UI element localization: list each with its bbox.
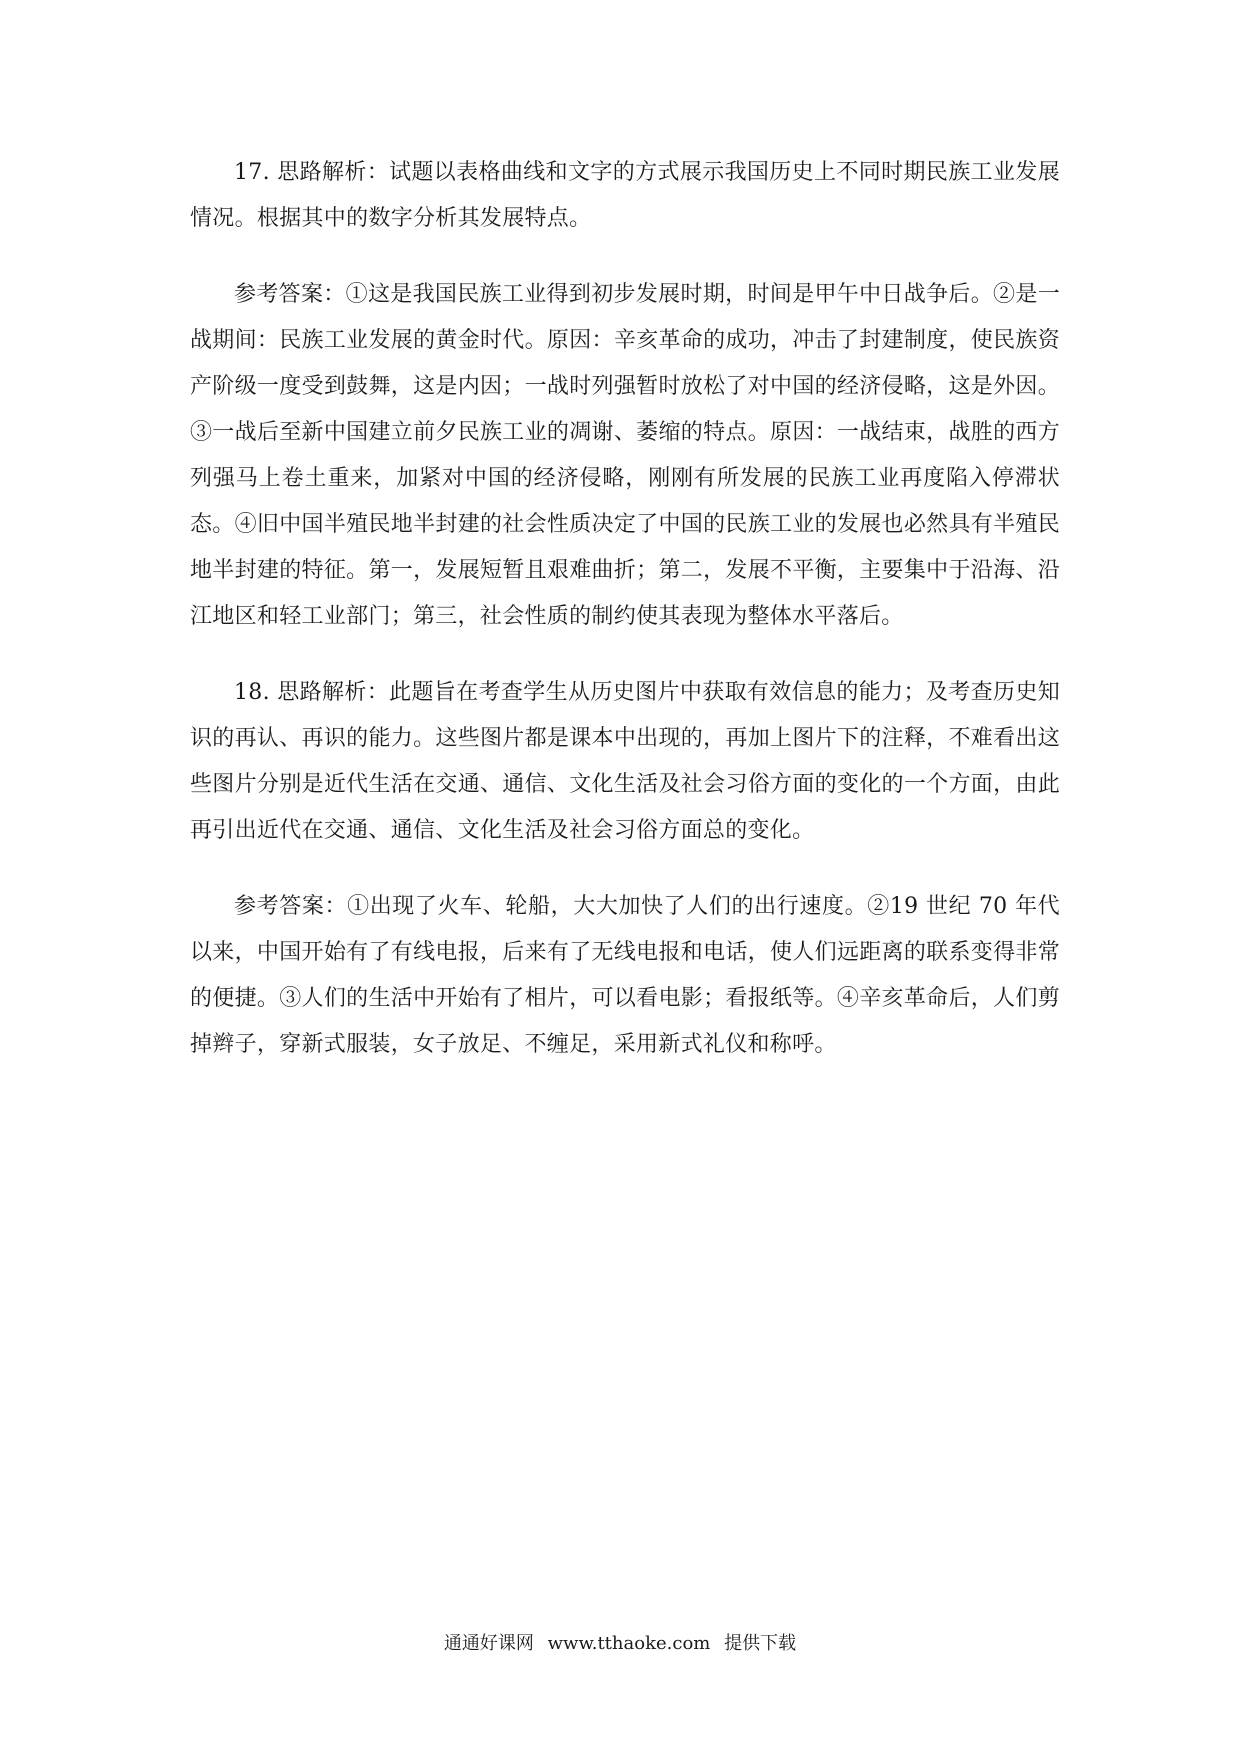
q17-analysis: 17. 思路解析：试题以表格曲线和文字的方式展示我国历史上不同时期民族工业发展情况。根据其中的数字分析其发展特点。 bbox=[190, 160, 1060, 231]
q18-analysis: 18. 思路解析：此题旨在考查学生从历史图片中获取有效信息的能力；及考查历史知识的再认、再识的能力。这些图片都是课本中出现的，再加上图片下的注释，不难看出这些图片分别是近代生活在交通、通信、文化生活及社会习俗方面的变化的一个方面，由此再引出近代在交通、通信、文化生活及社会习俗方面总的变化。 bbox=[190, 680, 1060, 843]
q18-answer: 参考答案：①出现了火车、轮船，大大加快了人们的出行速度。②19 世纪 70 年代以来，中国开始有了有线电报，后来有了无线电报和电话，使人们远距离的联系变得非常的便捷。③人们的生活中开始有了相片，可以看电影；看报纸等。④辛亥革命后，人们剪掉辫子，穿新式服装，女子放足、不缠足，采用新式礼仪和称呼。 bbox=[190, 894, 1060, 1057]
page-footer bbox=[0, 1632, 1240, 1656]
footer-site-name: 通通好课网 bbox=[443, 1633, 534, 1654]
document-body bbox=[190, 150, 1060, 1098]
footer-url: www.tthaoke.com bbox=[547, 1633, 711, 1654]
footer-suffix: 提供下载 bbox=[724, 1633, 797, 1654]
q17-answer: 参考答案：①这是我国民族工业得到初步发展时期，时间是甲午中日战争后。②是一战期间：民族工业发展的黄金时代。原因：辛亥革命的成功，冲击了封建制度，使民族资产阶级一度受到鼓舞，这是内因；一战时列强暂时放松了对中国的经济侵略，这是外因。③一战后至新中国建立前夕民族工业的凋谢、萎缩的特点。原因：一战结束，战胜的西方列强马上卷土重来，加紧对中国的经济侵略，刚刚有所发展的民族工业再度陷入停滞状态。④旧中国半殖民地半封建的社会性质决定了中国的民族工业的发展也必然具有半殖民地半封建的特征。第一，发展短暂且艰难曲折；第二，发展不平衡，主要集中于沿海、沿江地区和轻工业部门；第三，社会性质的制约使其表现为整体水平落后。 bbox=[190, 282, 1060, 629]
